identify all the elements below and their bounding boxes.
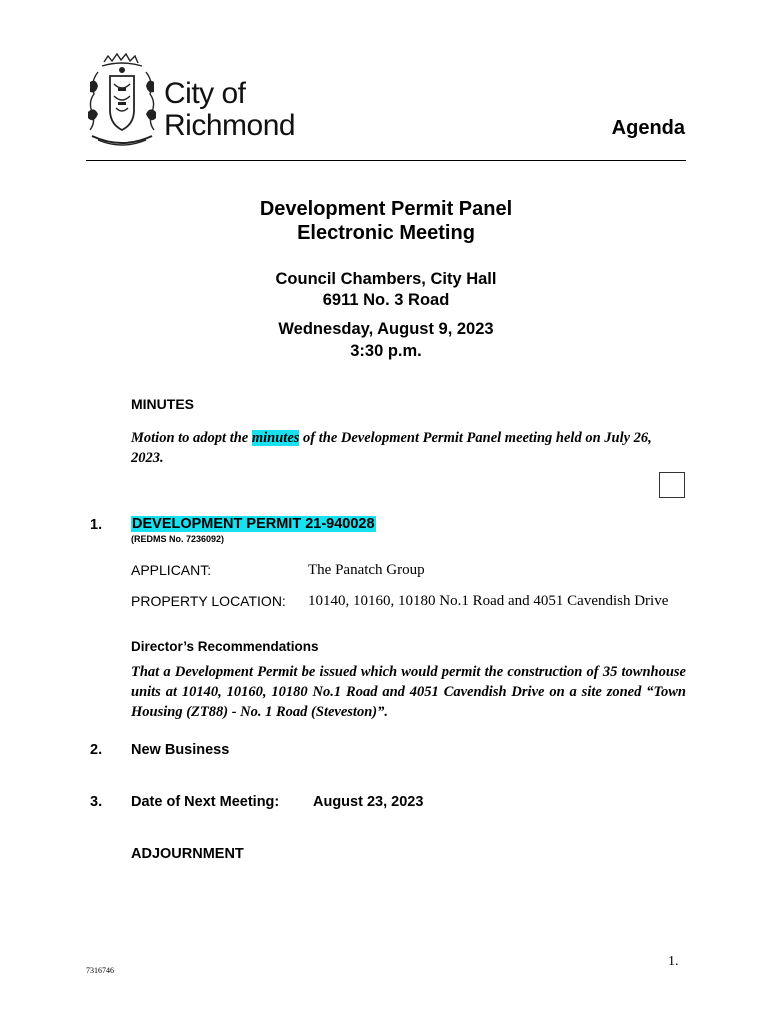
adjournment-heading: ADJOURNMENT xyxy=(131,846,244,862)
minutes-motion xyxy=(131,428,687,468)
meeting-place-line-2: 6911 No. 3 Road xyxy=(322,291,450,309)
item-number: 3. xyxy=(90,794,103,810)
meeting-location xyxy=(86,269,686,311)
header-divider xyxy=(86,160,686,161)
motion-text-after: of the Development Permit Panel meeting held on July 26, 2023. xyxy=(131,430,652,466)
redms-reference: (REDMS No. 7236092) xyxy=(131,534,225,544)
item-number: 2. xyxy=(90,742,103,758)
minutes-heading: MINUTES xyxy=(131,396,194,412)
highlighted-word-minutes: minutes xyxy=(251,430,300,446)
item-number: 1. xyxy=(90,517,103,533)
document-number: 7316746 xyxy=(86,966,114,975)
city-crest-logo xyxy=(84,52,160,152)
meeting-title-line-2: Electronic Meeting xyxy=(297,222,475,244)
recommendations-heading: Director’s Recommendations xyxy=(131,639,319,654)
applicant-label: APPLICANT: xyxy=(131,562,212,578)
property-location-label: PROPERTY LOCATION: xyxy=(131,593,286,609)
approval-checkbox[interactable] xyxy=(659,472,685,498)
logo-line-1: City of xyxy=(164,77,246,110)
meeting-datetime xyxy=(86,318,686,362)
city-name-logotype xyxy=(164,78,295,142)
meeting-date: Wednesday, August 9, 2023 xyxy=(278,320,494,338)
logo-line-2: Richmond xyxy=(164,109,296,142)
document-type-title: Agenda xyxy=(611,117,685,139)
meeting-title-line-1: Development Permit Panel xyxy=(259,198,513,220)
item-title-development-permit: DEVELOPMENT PERMIT 21-940028 xyxy=(132,516,375,532)
recommendations-text: That a Development Permit be issued which would permit the construction of 35 townhouse units at 10140, 10160, 10180 No.1 Road and 4051 Cavendish Drive on a site zoned “Town Housing (ZT88) - No. 1 Road (Steveston)”. xyxy=(131,664,686,720)
applicant-value: The Panatch Group xyxy=(308,562,425,578)
property-location-value: 10140, 10160, 10180 No.1 Road and 4051 Cavendish Drive xyxy=(308,593,669,609)
item-title-new-business: New Business xyxy=(131,742,230,758)
meeting-place-line-1: Council Chambers, City Hall xyxy=(275,270,497,288)
meeting-title xyxy=(86,197,686,245)
page-number: 1. xyxy=(668,954,679,969)
next-meeting-date: August 23, 2023 xyxy=(313,794,424,810)
motion-text-before: Motion to adopt the xyxy=(131,430,252,446)
meeting-time: 3:30 p.m. xyxy=(350,342,422,360)
next-meeting-label: Date of Next Meeting: xyxy=(131,794,280,810)
